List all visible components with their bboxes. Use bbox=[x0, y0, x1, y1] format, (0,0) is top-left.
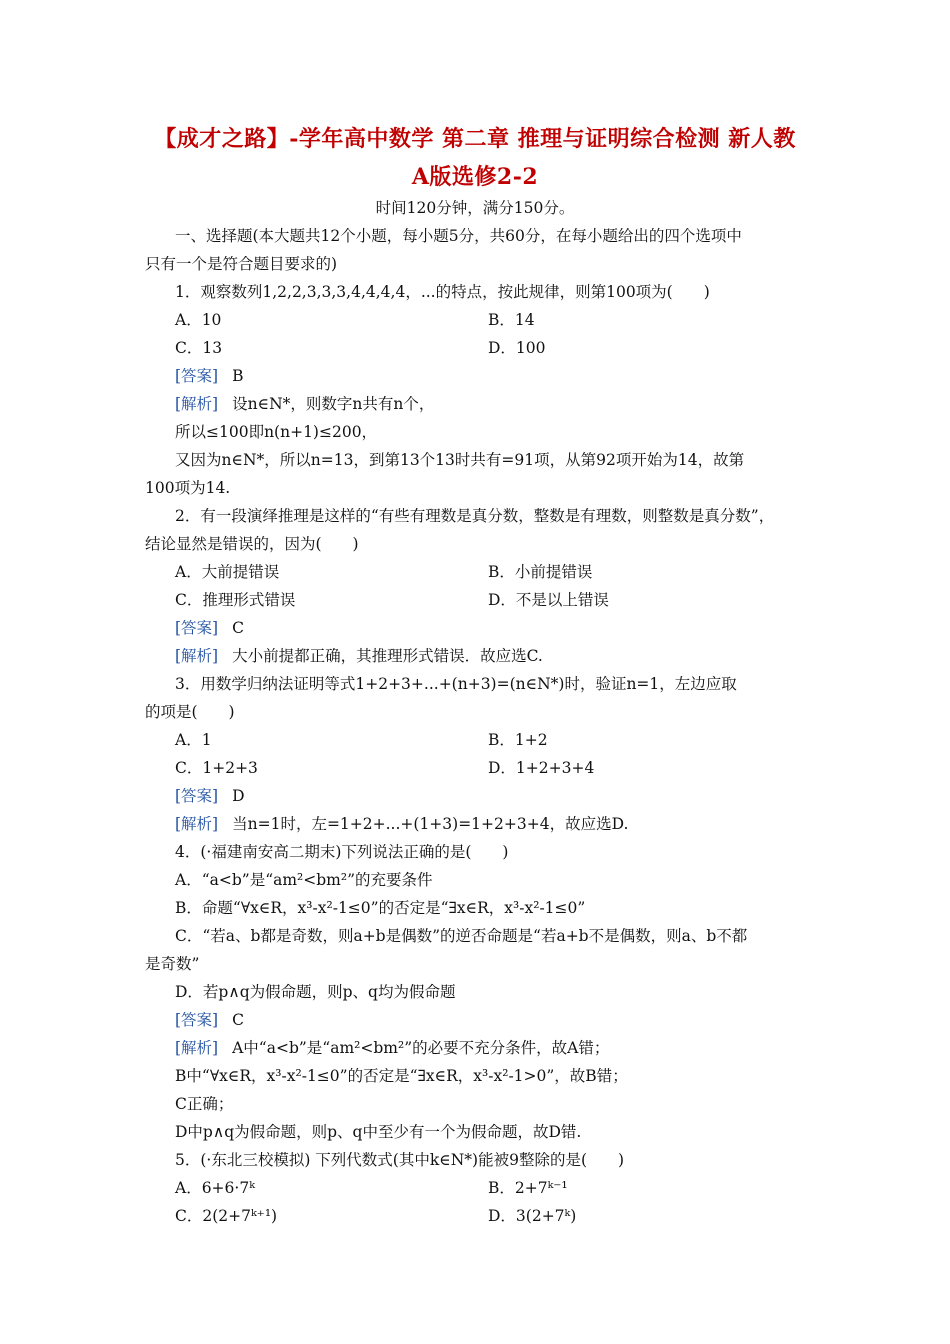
analysis-tag: [解析] bbox=[175, 647, 219, 665]
q4-stem: 4．(·福建南安高二期末)下列说法正确的是( ) bbox=[175, 843, 509, 861]
q4-answer-value: C bbox=[232, 1011, 244, 1029]
q1-analysis-line-1: 设n∈N*，则数字n共有n个， bbox=[232, 395, 435, 413]
q3-answer bbox=[175, 786, 245, 806]
q4-option-c-line-2: 是奇数” bbox=[145, 955, 200, 973]
q4-answer bbox=[175, 1010, 244, 1030]
q4-analysis-line-3: C正确； bbox=[175, 1095, 234, 1113]
q5-option-a: A．6+6·7ᵏ bbox=[175, 1179, 255, 1197]
q5-stem: 5．(·东北三校模拟) 下列代数式(其中k∈N*)能被9整除的是( ) bbox=[175, 1151, 625, 1169]
q1-analysis-line-3: 又因为n∈N*，所以n=13，到第13个13时共有=91项，从第92项开始为14，故第 bbox=[175, 451, 745, 469]
section-intro-line-2: 只有一个是符合题目要求的) bbox=[145, 255, 338, 273]
q2-analysis bbox=[175, 646, 543, 666]
q3-analysis bbox=[175, 814, 628, 834]
q3-option-a: A．1 bbox=[175, 731, 212, 749]
answer-tag: [答案] bbox=[175, 1011, 219, 1029]
q2-stem-line-2: 结论显然是错误的，因为( ) bbox=[145, 535, 359, 553]
q1-stem: 1．观察数列1,2,2,3,3,3,4,4,4,4，...的特点，按此规律，则第100项为( ) bbox=[175, 283, 710, 301]
q1-option-a: A．10 bbox=[175, 311, 222, 329]
q1-answer bbox=[175, 366, 244, 386]
q3-option-c: C．1+2+3 bbox=[175, 759, 258, 777]
q2-option-a: A．大前提错误 bbox=[175, 563, 280, 581]
q4-analysis-line-4: D中p∧q为假命题，则p、q中至少有一个为假命题，故D错. bbox=[175, 1123, 582, 1141]
answer-tag: [答案] bbox=[175, 619, 219, 637]
q5-option-d: D．3(2+7ᵏ) bbox=[488, 1207, 577, 1225]
q3-analysis-line-1: 当n=1时，左=1+2+...+(1+3)=1+2+3+4，故应选D. bbox=[232, 815, 629, 833]
document-title-line-1: 【成才之路】-学年高中数学 第二章 推理与证明综合检测 新人教 bbox=[154, 126, 796, 152]
q2-stem-line-1: 2．有一段演绎推理是这样的“有些有理数是真分数，整数是有理数，则整数是真分数”， bbox=[175, 507, 775, 525]
q2-answer bbox=[175, 618, 244, 638]
q4-option-c-line-1: C．“若a、b都是奇数，则a+b是偶数”的逆否命题是“若a+b不是偶数，则a、b不都 bbox=[175, 927, 748, 945]
time-score-note: 时间120分钟，满分150分。 bbox=[375, 199, 575, 217]
q1-answer-value: B bbox=[232, 367, 244, 385]
q2-analysis-line-1: 大小前提都正确，其推理形式错误．故应选C. bbox=[232, 647, 543, 665]
answer-tag: [答案] bbox=[175, 787, 219, 805]
answer-tag: [答案] bbox=[175, 367, 219, 385]
q1-analysis bbox=[175, 394, 434, 414]
analysis-tag: [解析] bbox=[175, 395, 219, 413]
q4-analysis bbox=[175, 1038, 609, 1058]
q5-option-c: C．2(2+7ᵏ⁺¹) bbox=[175, 1207, 278, 1225]
q1-analysis-line-2: 所以≤100即n(n+1)≤200， bbox=[175, 423, 378, 441]
q4-option-b: B．命题“∀x∈R，x³-x²-1≤0”的否定是“∃x∈R，x³-x²-1≤0” bbox=[175, 899, 586, 917]
q1-option-d: D．100 bbox=[488, 339, 546, 357]
document-title-line-2: A版选修2-2 bbox=[411, 164, 539, 190]
q1-option-b: B．14 bbox=[488, 311, 535, 329]
q4-analysis-line-2: B中“∀x∈R，x³-x²-1≤0”的否定是“∃x∈R，x³-x²-1>0”，故B错； bbox=[175, 1067, 628, 1085]
q3-option-d: D．1+2+3+4 bbox=[488, 759, 595, 777]
q2-answer-value: C bbox=[232, 619, 244, 637]
q3-stem-line-1: 3．用数学归纳法证明等式1+2+3+...+(n+3)=(n∈N*)时，验证n=1，左边应取 bbox=[175, 675, 737, 693]
q5-option-b: B．2+7ᵏ⁻¹ bbox=[488, 1179, 568, 1197]
q1-analysis-line-4: 100项为14. bbox=[145, 479, 231, 497]
q4-analysis-line-1: A中“a<b”是“am²<bm²”的必要不充分条件，故A错； bbox=[232, 1039, 610, 1057]
q3-option-b: B．1+2 bbox=[488, 731, 548, 749]
q4-option-a: A．“a<b”是“am²<bm²”的充要条件 bbox=[175, 871, 433, 889]
analysis-tag: [解析] bbox=[175, 815, 219, 833]
q2-option-d: D．不是以上错误 bbox=[488, 591, 609, 609]
q2-option-b: B．小前提错误 bbox=[488, 563, 593, 581]
q4-option-d: D．若p∧q为假命题，则p、q均为假命题 bbox=[175, 983, 456, 1001]
section-intro-line-1: 一、选择题(本大题共12个小题，每小题5分，共60分，在每小题给出的四个选项中 bbox=[175, 227, 742, 245]
q1-option-c: C．13 bbox=[175, 339, 223, 357]
q3-stem-line-2: 的项是( ) bbox=[145, 703, 235, 721]
q2-option-c: C．推理形式错误 bbox=[175, 591, 296, 609]
q3-answer-value: D bbox=[232, 787, 245, 805]
analysis-tag: [解析] bbox=[175, 1039, 219, 1057]
